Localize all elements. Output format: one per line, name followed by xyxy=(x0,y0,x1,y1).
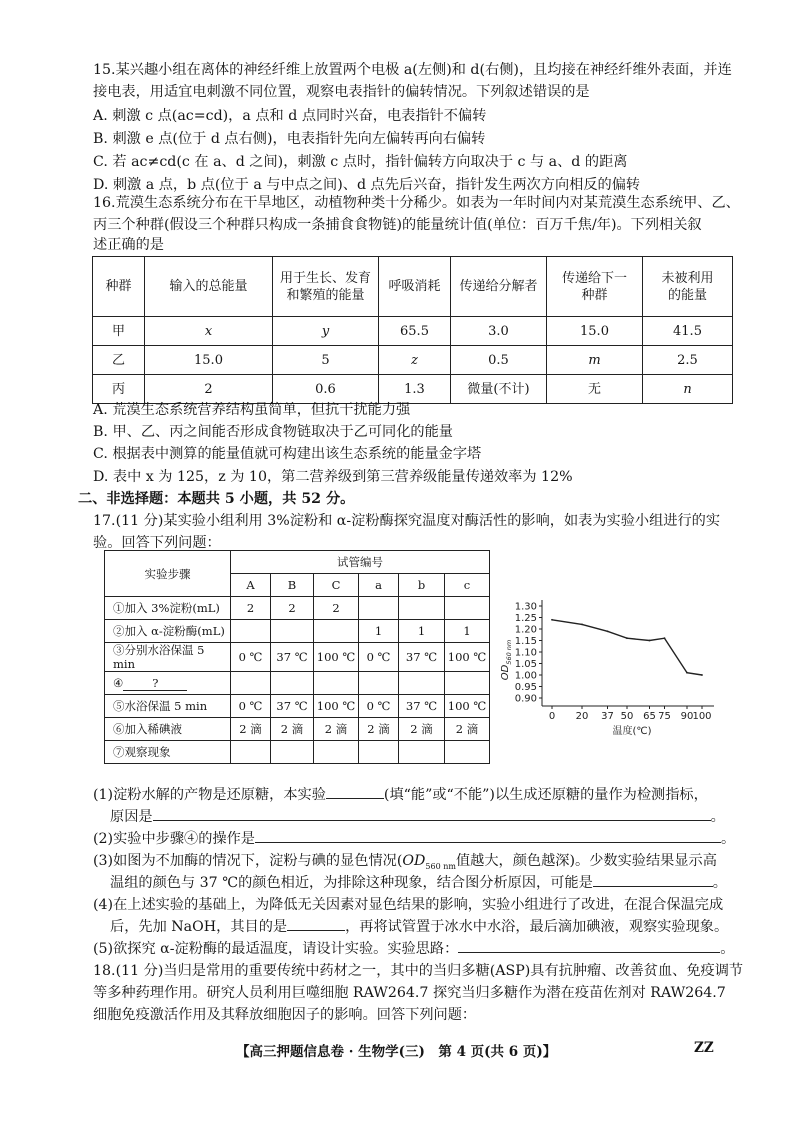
answer-blank xyxy=(153,820,711,821)
q17-sub5-text: (5)欲探究 α-淀粉酶的最适温度，请设计实验。实验思路： xyxy=(93,941,459,957)
table-cell: 2 滴 xyxy=(314,718,359,741)
q18-stem-line2: 等多种药理作用。研究人员利用巨噬细胞 RAW264.7 探究当归多糖作为潜在疫苗佐剂对 RAW264.7 xyxy=(93,985,726,1001)
end-period: 。 xyxy=(710,809,725,825)
table-cell: 37 ℃ xyxy=(271,643,314,672)
step-cell: ⑦观察现象 xyxy=(105,741,231,764)
step-cell: ⑥加入稀碘液 xyxy=(105,718,231,741)
q16-stem-line1: 16.荒漠生态系统分布在干旱地区，动植物种类十分稀少。如表为一年时间内对某荒漠生态系统甲、乙、 xyxy=(93,195,740,211)
header-line: 种群 xyxy=(581,287,608,303)
table-cell xyxy=(231,620,271,643)
footer-title: 【高三押题信息卷 · 生物学(三) 第 4 页(共 6 页)】 xyxy=(236,1044,557,1060)
table-cell: 15.0 xyxy=(547,317,643,346)
table-cell: 2 滴 xyxy=(399,718,445,741)
tube-label: c xyxy=(445,574,490,597)
table-cell: 2 滴 xyxy=(271,718,314,741)
x-tick-label: 0 xyxy=(548,711,556,722)
table-cell: 37 ℃ xyxy=(399,695,445,718)
q17-sub2-text: (2)实验中步骤④的操作是 xyxy=(93,831,255,847)
table-cell: 2 滴 xyxy=(359,718,399,741)
end-period: 。 xyxy=(712,875,727,891)
answer-blank xyxy=(287,930,345,931)
table-cell xyxy=(399,672,445,695)
answer-blank xyxy=(458,952,720,953)
od-point-group xyxy=(551,619,703,676)
table-cell: 65.5 xyxy=(379,317,451,346)
table-row xyxy=(105,695,490,718)
step-number: ④ xyxy=(113,675,124,690)
y-axis-label xyxy=(500,640,513,681)
q17-sub3-text-a: (3)如图为不加酶的情况下，淀粉与碘的显色情况( xyxy=(93,853,403,869)
q17-sub4-line2 xyxy=(110,917,728,937)
tube-header: 试管编号 xyxy=(231,551,490,574)
step4-blank xyxy=(123,676,187,691)
table-cell xyxy=(399,741,445,764)
end-period: 。 xyxy=(720,941,735,957)
q17-sub2 xyxy=(93,829,735,849)
od-data-point xyxy=(581,624,583,626)
table-header-cell: 输入的总能量 xyxy=(145,257,273,317)
q16-stem-line2: 丙三个种群(假设三个种群只构成一条捕食食物链)的能量统计值(单位：百万千焦/年)。下列相关叙 xyxy=(93,217,702,233)
table-header-cell xyxy=(273,257,379,317)
od-subscript: 560 nm xyxy=(425,861,456,871)
table-cell xyxy=(399,597,445,620)
table-cell xyxy=(445,597,490,620)
table-cell xyxy=(359,672,399,695)
end-period: 。 xyxy=(720,831,736,847)
q18-stem-line3: 细胞免疫激活作用及其释放细胞因子的影响。回答下列问题： xyxy=(93,1007,477,1023)
answer-blank xyxy=(326,798,384,799)
table-header-cell: 传递给分解者 xyxy=(451,257,547,317)
table-cell: 2 xyxy=(271,597,314,620)
q15-option-b: B. 刺激 e 点(位于 d 点右侧)，电表指针先向左偏转再向右偏转 xyxy=(93,131,486,147)
x-axis-label: 温度(℃) xyxy=(612,726,652,737)
table-cell xyxy=(445,741,490,764)
q17-sub1-prefix: (1)淀粉水解的产物是还原糖，本实验 xyxy=(93,787,326,803)
table-cell: 乙 xyxy=(93,346,145,375)
od-data-point xyxy=(607,630,609,632)
table-header-cell xyxy=(547,257,643,317)
q17-sub5 xyxy=(93,939,735,959)
x-tick-label: 100 xyxy=(692,711,712,722)
step-cell: ③分别水浴保温 5 min xyxy=(105,643,231,672)
table-row xyxy=(105,643,490,672)
step4-question-mark: ? xyxy=(152,675,159,690)
tube-label: B xyxy=(271,574,314,597)
od-data-point xyxy=(626,637,628,639)
table-cell: 微量(不计) xyxy=(451,375,547,404)
od-temperature-chart xyxy=(492,588,722,738)
q16-option-c: C. 根据表中测算的能量值就可构建出该生态系统的能量金字塔 xyxy=(93,446,482,462)
q17-stem-line1: 17.(11 分)某实验小组利用 3%淀粉和 α-淀粉酶探究温度对酶活性的影响，如表为实验小组进行的实 xyxy=(93,513,721,529)
q17-stem-line2: 验。回答下列问题： xyxy=(93,535,221,551)
q16-option-a: A. 荒漠生态系统营养结构虽简单，但抗干扰能力强 xyxy=(93,402,411,418)
table-cell: 甲 xyxy=(93,317,145,346)
table-cell xyxy=(314,741,359,764)
footer-code: ZZ xyxy=(694,1040,714,1056)
q17-sub1-reason: 原因是 xyxy=(110,809,153,825)
y-tick-label: 1.30 xyxy=(514,601,537,613)
y-tick-label: 1.25 xyxy=(514,613,537,624)
table-cell: 2 xyxy=(145,375,273,404)
answer-blank xyxy=(593,886,713,887)
table-header-cell: 种群 xyxy=(93,257,145,317)
table-row xyxy=(93,317,733,346)
table-header-cell xyxy=(643,257,733,317)
table-cell: 2.5 xyxy=(643,346,733,375)
step-cell: ②加入 α-淀粉酶(mL) xyxy=(105,620,231,643)
table-cell: 100 ℃ xyxy=(445,643,490,672)
q18-stem-line1: 18.(11 分)当归是常用的重要传统中药材之一，其中的当归多糖(ASP)具有抗肿瘤、改善贫血、免疫调节 xyxy=(93,963,744,979)
table-header-row xyxy=(93,257,733,317)
q17-sub1-line1 xyxy=(93,785,708,805)
table-row xyxy=(93,346,733,375)
q16-option-b: B. 甲、乙、丙之间能否形成食物链取决于乙可同化的能量 xyxy=(93,424,453,440)
table-cell xyxy=(271,620,314,643)
header-line: 传递给下一 xyxy=(561,270,627,286)
table-cell: n xyxy=(643,375,733,404)
table-cell xyxy=(359,741,399,764)
table-cell: 100 ℃ xyxy=(314,643,359,672)
q15-option-a: A. 刺激 c 点(ac=cd)，a 点和 d 点同时兴奋，电表指针不偏转 xyxy=(93,108,487,124)
q17-sub1-line2 xyxy=(110,807,725,827)
step-cell xyxy=(105,672,231,695)
od-data-point xyxy=(551,619,553,621)
q15-option-d: D. 刺激 a 点，b 点(位于 a 与中点之间)、d 点先后兴奋，指针发生两次方向相反的偏转 xyxy=(93,177,641,193)
table-cell: 1.3 xyxy=(379,375,451,404)
table-cell: y xyxy=(273,317,379,346)
table-cell: 37 ℃ xyxy=(399,643,445,672)
q17-sub3-line2 xyxy=(110,873,727,893)
x-tick-group xyxy=(549,706,712,722)
q17-sub4-line1: (4)在上述实验的基础上，为降低无关因素对显色结果的影响，实验小组进行了改进，在混合保温完成 xyxy=(93,897,724,913)
step-header: 实验步骤 xyxy=(105,551,231,597)
table-header-row xyxy=(105,551,490,574)
y-tick-label: 1.20 xyxy=(514,624,537,636)
tube-label: C xyxy=(314,574,359,597)
x-tick-label: 75 xyxy=(658,711,671,722)
table-cell: 3.0 xyxy=(451,317,547,346)
table-row xyxy=(105,741,490,764)
step-cell: ①加入 3%淀粉(mL) xyxy=(105,597,231,620)
tube-label: A xyxy=(231,574,271,597)
y-tick-group xyxy=(515,602,542,705)
tube-label: b xyxy=(399,574,445,597)
x-tick-label: 50 xyxy=(620,711,634,722)
table-cell xyxy=(231,672,271,695)
q16-stem-line3: 述正确的是 xyxy=(93,237,164,253)
header-line: 用于生长、发育 xyxy=(279,270,371,286)
answer-blank xyxy=(255,842,721,843)
table-row xyxy=(105,718,490,741)
table-row xyxy=(105,597,490,620)
od-series-line xyxy=(552,620,702,675)
q17-sub3-text-c: 温组的颜色与 37 ℃的颜色相近，为排除这种现象，结合图分析原因，可能是 xyxy=(110,875,593,891)
header-line: 的能量 xyxy=(667,287,707,303)
table-cell: 1 xyxy=(445,620,490,643)
header-line: 和繁殖的能量 xyxy=(286,287,365,303)
table-cell: 无 xyxy=(547,375,643,404)
x-tick-label: 37 xyxy=(601,711,614,722)
table-cell: 0 ℃ xyxy=(231,643,271,672)
table-cell: 2 xyxy=(314,597,359,620)
step-cell: ⑤水浴保温 5 min xyxy=(105,695,231,718)
q16-option-d: D. 表中 x 为 125，z 为 10，第二营养级到第三营养级能量传递效率为 12% xyxy=(93,469,573,485)
q17-sub4-text-b: ，再将试管置于冰水中水浴，最后滴加碘液，观察实验现象。 xyxy=(345,919,729,935)
table-cell: z xyxy=(379,346,451,375)
y-tick-label: 0.95 xyxy=(514,682,537,693)
table-row xyxy=(105,672,490,695)
table-cell: 100 ℃ xyxy=(445,695,490,718)
table-row xyxy=(105,620,490,643)
y-tick-label: 1.15 xyxy=(514,636,537,647)
table-cell: m xyxy=(547,346,643,375)
q17-sub4-text-a: 后，先加 NaOH，其目的是 xyxy=(110,919,288,935)
y-tick-label: 0.90 xyxy=(514,693,537,705)
table-cell: 15.0 xyxy=(145,346,273,375)
q16-energy-table xyxy=(92,256,733,404)
table-cell: 0 ℃ xyxy=(359,643,399,672)
table-cell xyxy=(359,597,399,620)
table-cell: 1 xyxy=(359,620,399,643)
table-cell: 37 ℃ xyxy=(271,695,314,718)
table-cell: 0.6 xyxy=(273,375,379,404)
section-heading: 二、非选择题：本题共 5 小题，共 52 分。 xyxy=(78,491,355,507)
table-cell: 5 xyxy=(273,346,379,375)
x-tick-label: 20 xyxy=(575,711,589,722)
table-cell xyxy=(271,741,314,764)
table-cell xyxy=(445,672,490,695)
q15-stem-line2: 接电表，用适宜电刺激不同位置，观察电表指针的偏转情况。下列叙述错误的是 xyxy=(93,84,590,100)
y-tick-label: 1.05 xyxy=(514,659,537,670)
table-cell: 丙 xyxy=(93,375,145,404)
table-cell: 2 xyxy=(231,597,271,620)
q15-option-c: C. 若 ac≠cd(c 在 a、d 之间)，刺激 c 点时，指针偏转方向取决于 c 与 a、d 的距离 xyxy=(93,154,628,170)
od-symbol: OD xyxy=(402,853,426,869)
table-header-cell: 呼吸消耗 xyxy=(379,257,451,317)
y-axis-label-main: OD xyxy=(500,664,511,681)
table-cell xyxy=(231,741,271,764)
table-cell: 0 ℃ xyxy=(231,695,271,718)
od-data-point xyxy=(701,674,703,676)
table-cell xyxy=(271,672,314,695)
q17-sub3-text-b: 值越大，颜色越深)。少数实验结果显示高 xyxy=(455,853,717,869)
table-cell: 0.5 xyxy=(451,346,547,375)
table-cell: 100 ℃ xyxy=(314,695,359,718)
table-cell xyxy=(314,620,359,643)
table-cell: 0 ℃ xyxy=(359,695,399,718)
table-cell: x xyxy=(145,317,273,346)
y-tick-label: 1.10 xyxy=(514,647,537,659)
y-axis-label-sub: 560 nm xyxy=(505,639,513,665)
table-cell: 2 滴 xyxy=(445,718,490,741)
od-data-point xyxy=(649,640,651,642)
header-line: 未被利用 xyxy=(661,270,714,286)
y-tick-label: 1.00 xyxy=(514,670,537,682)
q17-sub1-suffix: (填“能”或“不能”)以生成还原糖的量作为检测指标， xyxy=(383,787,708,803)
x-tick-label: 65 xyxy=(643,711,656,722)
od-data-point xyxy=(686,672,688,674)
tube-label: a xyxy=(359,574,399,597)
q17-experiment-table xyxy=(104,550,490,764)
table-cell: 1 xyxy=(399,620,445,643)
table-cell: 41.5 xyxy=(643,317,733,346)
table-cell xyxy=(314,672,359,695)
table-cell: 2 滴 xyxy=(231,718,271,741)
q15-stem-line1: 15.某兴趣小组在离体的神经纤维上放置两个电极 a(左侧)和 d(右侧)，且均接在神经纤维外表面，并连 xyxy=(93,62,732,78)
od-data-point xyxy=(664,637,666,639)
x-tick-label: 90 xyxy=(680,711,694,722)
